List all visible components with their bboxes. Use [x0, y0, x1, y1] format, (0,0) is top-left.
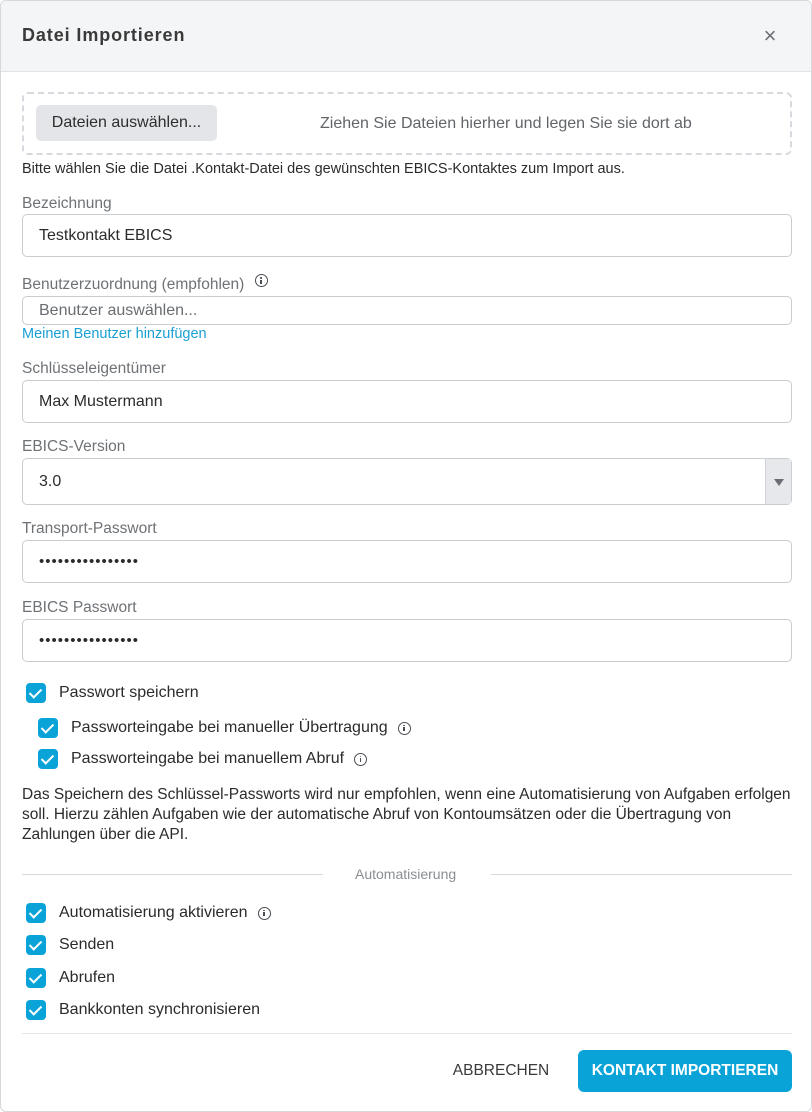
version-value: 3.0 — [39, 473, 62, 490]
fetch-option[interactable] — [26, 968, 115, 988]
info-icon[interactable] — [354, 753, 367, 766]
choose-files-button[interactable]: Dateien auswählen... — [36, 105, 217, 141]
manual-fetch-label: Passworteingabe bei manuellem Abruf — [71, 750, 345, 767]
version-select[interactable] — [22, 458, 792, 505]
send-option[interactable] — [26, 935, 114, 955]
save-password-option[interactable] — [26, 683, 199, 703]
automation-activate-option[interactable] — [26, 903, 271, 923]
checkbox-checked-icon[interactable] — [38, 718, 58, 738]
automation-section-title: Automatisierung — [355, 866, 457, 882]
bezeichnung-input[interactable]: Testkontakt EBICS — [22, 214, 792, 257]
transport-password-label: Transport-Passwort — [22, 520, 157, 537]
bezeichnung-label: Bezeichnung — [22, 195, 112, 212]
add-my-user-link[interactable]: Meinen Benutzer hinzufügen — [22, 326, 207, 342]
password-info-paragraph: Das Speichern des Schlüssel-Passworts wird nur empfohlen, wenn eine Automatisierung von Aufgaben erfolgen soll. Hierzu zählen Aufgaben wie der automatische Abruf von Kontoumsätzen oder die Übertragung von Zahlungen über die API. — [22, 786, 791, 843]
benutzer-placeholder: Benutzer auswählen... — [39, 302, 198, 319]
checkbox-checked-icon[interactable] — [26, 1000, 46, 1020]
checkbox-checked-icon[interactable] — [38, 749, 58, 769]
eigentuemer-label: Schlüsseleigentümer — [22, 360, 166, 377]
section-divider-right — [491, 874, 792, 875]
manual-fetch-option[interactable] — [38, 749, 367, 769]
ebics-password-input[interactable]: •••••••••••••••• — [22, 619, 792, 662]
save-password-label: Passwort speichern — [59, 684, 199, 701]
dialog-title: Datei Importieren — [22, 25, 186, 45]
checkbox-checked-icon[interactable] — [26, 903, 46, 923]
transport-password-input[interactable]: •••••••••••••••• — [22, 540, 792, 583]
automation-activate-label: Automatisierung aktivieren — [59, 904, 248, 921]
footer-divider — [22, 1033, 792, 1034]
sync-accounts-label: Bankkonten synchronisieren — [59, 1001, 261, 1018]
benutzer-label — [22, 276, 268, 294]
version-label: EBICS-Version — [22, 438, 126, 455]
cancel-button[interactable]: ABBRECHEN — [445, 1051, 557, 1091]
checkbox-checked-icon[interactable] — [26, 968, 46, 988]
manual-transfer-option[interactable] — [38, 718, 411, 738]
import-hint: Bitte wählen Sie die Datei .Kontakt-Datei des gewünschten EBICS-Kontaktes zum Import aus. — [22, 161, 625, 177]
benutzer-select[interactable] — [22, 296, 792, 325]
info-icon[interactable] — [255, 274, 268, 287]
dropdown-arrow-icon — [774, 479, 784, 486]
ebics-password-label: EBICS Passwort — [22, 599, 137, 616]
benutzer-label-text: Benutzerzuordnung (empfohlen) — [22, 276, 245, 293]
send-label: Senden — [59, 936, 115, 953]
drop-instructions: Ziehen Sie Dateien hierher und legen Sie sie dort ab — [320, 115, 692, 132]
sync-accounts-option[interactable] — [26, 1000, 260, 1020]
manual-transfer-label: Passworteingabe bei manueller Übertragung — [71, 719, 388, 736]
fetch-label: Abrufen — [59, 969, 116, 986]
import-contact-button[interactable]: KONTAKT IMPORTIEREN — [578, 1050, 792, 1092]
checkbox-checked-icon[interactable] — [26, 683, 46, 703]
file-dropzone[interactable] — [22, 92, 792, 155]
checkbox-checked-icon[interactable] — [26, 935, 46, 955]
dialog-header — [1, 1, 811, 72]
version-dropdown-toggle[interactable] — [765, 459, 791, 504]
eigentuemer-input[interactable]: Max Mustermann — [22, 380, 792, 423]
info-icon[interactable] — [398, 722, 411, 735]
section-divider-left — [22, 874, 323, 875]
info-icon[interactable] — [258, 907, 271, 920]
close-icon[interactable]: × — [763, 23, 777, 48]
